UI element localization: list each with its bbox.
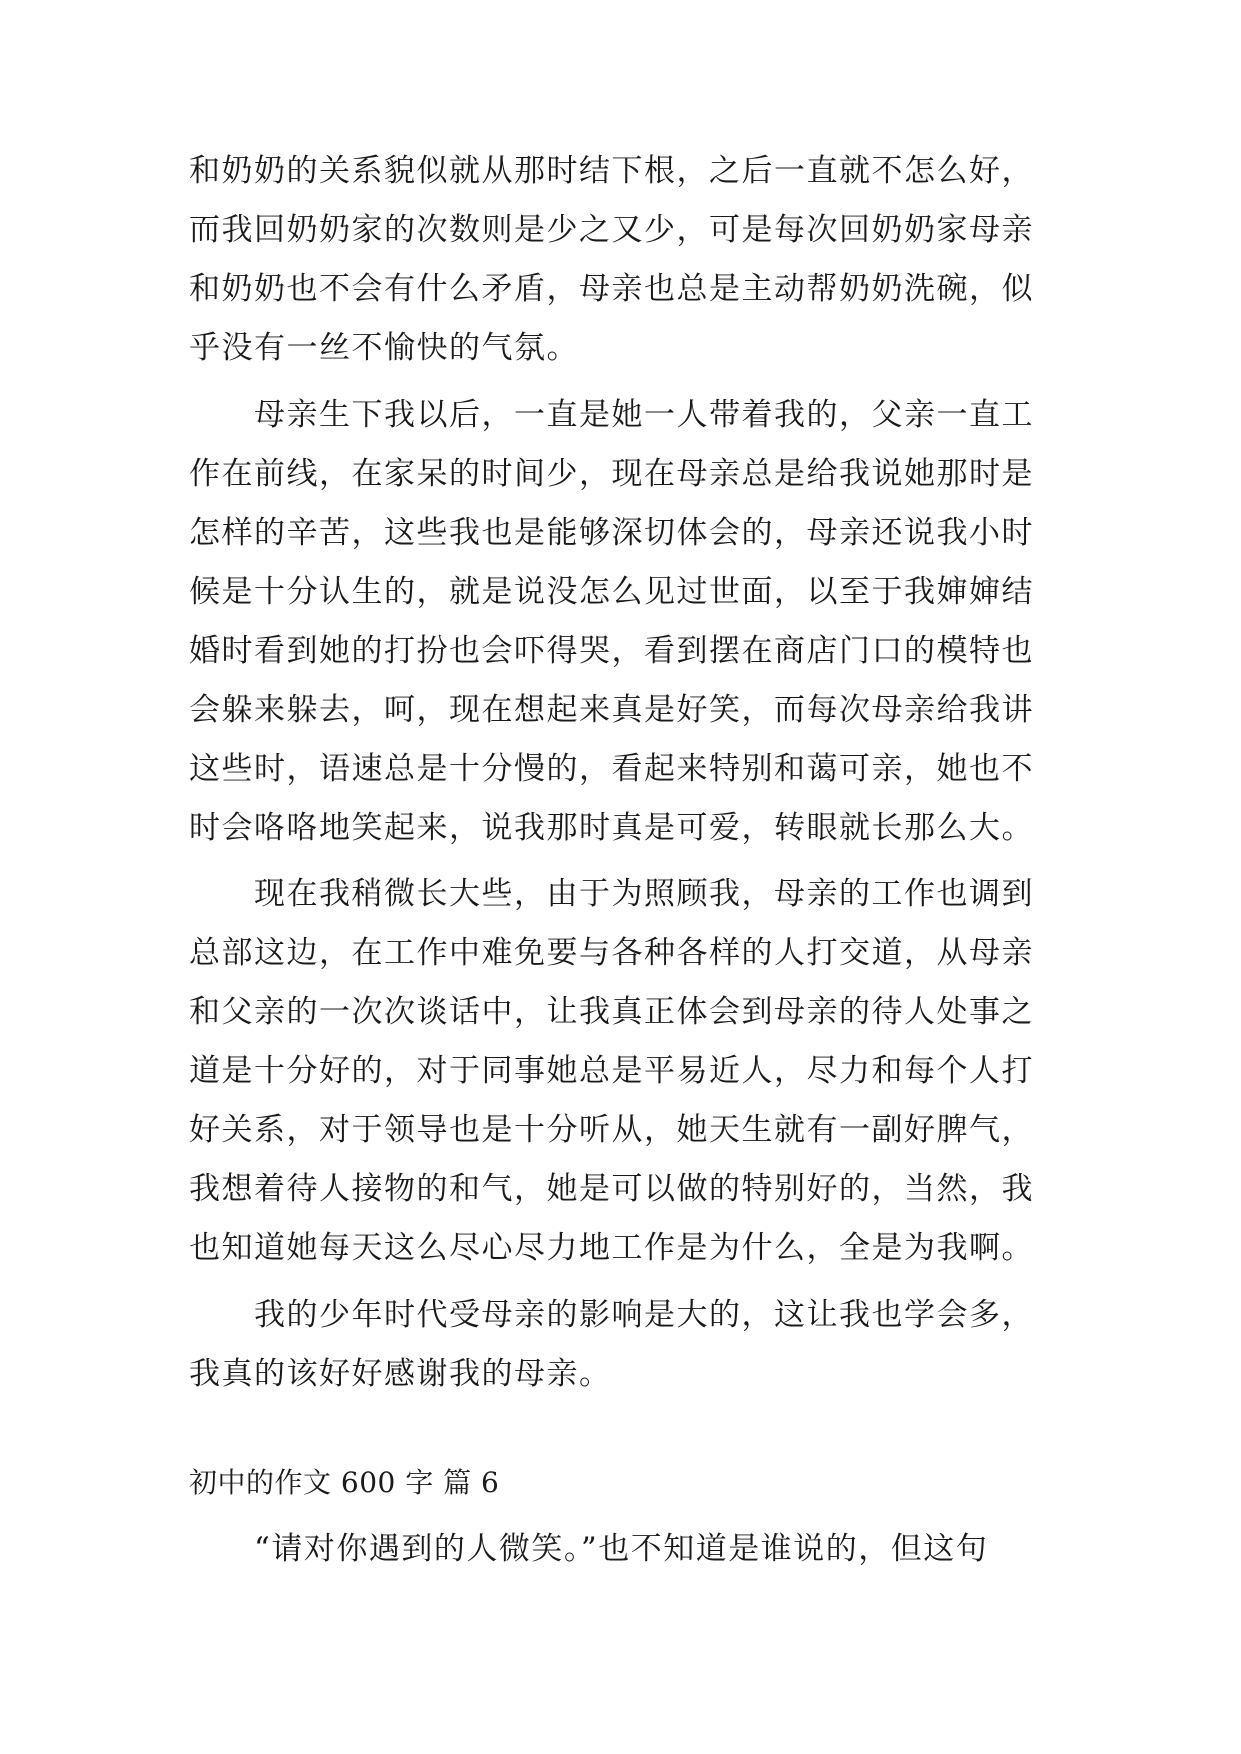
body-line-19: 也知道她每天这么尽心尽力地工作是为什么，全是为我啊。 <box>189 1230 1034 1266</box>
body-line-6: 作在前线，在家呆的时间少，现在母亲总是给我说她那时是 <box>189 456 1034 492</box>
body-line-9: 婚时看到她的打扮也会吓得哭，看到摆在商店门口的模特也 <box>189 633 1034 669</box>
body-line-14: 总部这边，在工作中难免要与各种各样的人打交道，从母亲 <box>189 935 1034 971</box>
body-line-12: 时会咯咯地笑起来，说我那时真是可爱，转眼就长那么大。 <box>189 810 1034 846</box>
body-line-21: 我真的该好好感谢我的母亲。 <box>189 1356 612 1392</box>
body-line-20: 我的少年时代受母亲的影响是大的，这让我也学会多， <box>189 1297 1034 1333</box>
body-line-15: 和父亲的一次次谈话中，让我真正体会到母亲的待人处事之 <box>189 994 1034 1030</box>
body-line-2: 而我回奶奶家的次数则是少之又少，可是每次回奶奶家母亲 <box>189 212 1034 248</box>
body-line-10: 会躲来躲去，呵，现在想起来真是好笑，而每次母亲给我讲 <box>189 692 1034 728</box>
body-line-16: 道是十分好的，对于同事她总是平易近人，尽力和每个人打 <box>189 1053 1034 1089</box>
body-line-13: 现在我稍微长大些，由于为照顾我，母亲的工作也调到 <box>189 876 1034 912</box>
body-line-7: 怎样的辛苦，这些我也是能够深切体会的，母亲还说我小时 <box>189 515 1034 551</box>
body-line-18: 我想着待人接物的和气，她是可以做的特别好的，当然，我 <box>189 1171 1034 1207</box>
body-line-1: 和奶奶的关系貌似就从那时结下根，之后一直就不怎么好， <box>189 153 1034 189</box>
body-line-17: 好关系，对于领导也是十分听从，她天生就有一副好脾气， <box>189 1112 1034 1148</box>
body-line-5: 母亲生下我以后，一直是她一人带着我的，父亲一直工 <box>189 397 1034 433</box>
body-line-11: 这些时，语速总是十分慢的，看起来特别和蔼可亲，她也不 <box>189 751 1034 787</box>
body-line-8: 候是十分认生的，就是说没怎么见过世面，以至于我婶婶结 <box>189 574 1034 610</box>
body-line-4: 乎没有一丝不愉快的气氛。 <box>189 330 579 366</box>
section-heading: 初中的作文 600 字 篇 6 <box>189 1466 500 1499</box>
body-line-3: 和奶奶也不会有什么矛盾，母亲也总是主动帮奶奶洗碗，似 <box>189 271 1034 307</box>
body-line-last: “请对你遇到的人微笑。”也不知道是谁说的，但这句 <box>189 1531 989 1567</box>
